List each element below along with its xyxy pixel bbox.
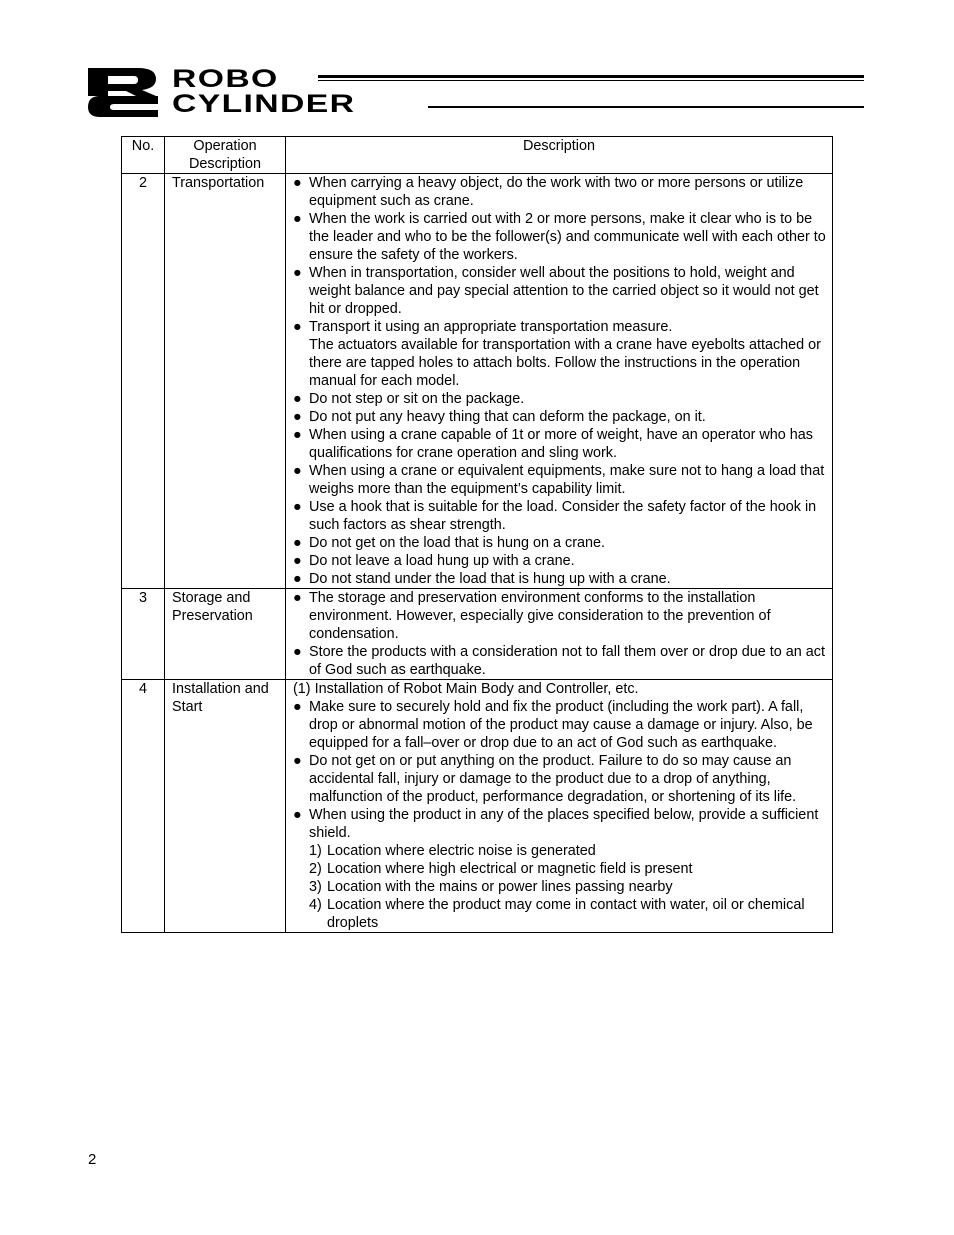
bullet-icon: ● [293, 175, 302, 191]
bullet-item [293, 806, 826, 842]
bullet-item [293, 643, 826, 679]
bullet-text: Do not get on or put anything on the product. Failure to do so may cause an accidental fall, injury or damage to the product due to a drop of anything, malfunction of the product, performance degradation, or shortening of its life. [309, 753, 797, 805]
bullet-item [293, 552, 826, 570]
sub-list-number: 3) [309, 879, 322, 895]
bullet-item [293, 570, 826, 588]
bullet-text: Store the products with a consideration not to fall them over or drop due to an act of God such as earthquake. [309, 644, 825, 678]
page-number: 2 [88, 1151, 97, 1168]
bullet-text: When using the product in any of the places specified below, provide a sufficient shield. [309, 807, 819, 841]
bullet-item [293, 589, 826, 643]
sub-list-text: Location with the mains or power lines passing nearby [327, 879, 673, 895]
operations-table [121, 136, 833, 933]
sub-list-text: Location where high electrical or magnetic field is present [327, 861, 693, 877]
bullet-icon: ● [293, 644, 302, 660]
bullet-item [293, 408, 826, 426]
sub-list-text: Location where the product may come in contact with water, oil or chemical droplets [327, 897, 805, 931]
bullet-icon: ● [293, 571, 302, 587]
bullet-text: When using a crane capable of 1t or more of weight, have an operator who has qualifications for crane operation and sling work. [309, 427, 813, 461]
header-logo [86, 66, 866, 122]
sub-list-number: 4) [309, 897, 322, 913]
table-row [122, 174, 833, 589]
table-row [122, 589, 833, 680]
bullet-text: When the work is carried out with 2 or more persons, make it clear who is to be the leader and who to be the follower(s) and communicate well with each other to ensure the safety of the workers. [309, 211, 826, 263]
bullet-item [293, 752, 826, 806]
bullet-item [293, 264, 826, 318]
bullet-text: When carrying a heavy object, do the work with two or more persons or utilize equipment such as crane. [309, 175, 804, 209]
bullet-text: Do not step or sit on the package. [309, 391, 525, 407]
bullet-icon: ● [293, 391, 302, 407]
row-operation: Storage and Preservation [165, 589, 286, 680]
bullet-item [293, 498, 826, 534]
logo-text-robo: ROBO [172, 65, 279, 93]
sub-list-item [309, 842, 826, 860]
bullet-icon: ● [293, 427, 302, 443]
table-header-row [122, 137, 833, 174]
bullet-item [293, 534, 826, 552]
bullet-item [293, 318, 826, 336]
row-operation: Installation and Start [165, 680, 286, 933]
bullet-text: The storage and preservation environment conforms to the installation environment. However, especially give consideration to the prevention of condensation. [309, 590, 771, 642]
bullet-icon: ● [293, 409, 302, 425]
bullet-icon: ● [293, 535, 302, 551]
sub-list-item [309, 860, 826, 878]
sub-list-item [309, 878, 826, 896]
sub-list-text: Location where electric noise is generated [327, 843, 596, 859]
bullet-icon: ● [293, 463, 302, 479]
bullet-icon: ● [293, 499, 302, 515]
section-heading: (1) Installation of Robot Main Body and Controller, etc. [293, 681, 639, 697]
bullet-text: Do not get on the load that is hung on a crane. [309, 535, 606, 551]
header-rule-top [318, 75, 864, 78]
row-description [286, 589, 833, 680]
bullet-text: Do not stand under the load that is hung up with a crane. [309, 571, 671, 587]
sub-list-number: 1) [309, 843, 322, 859]
bullet-icon: ● [293, 699, 302, 715]
bullet-text: Use a hook that is suitable for the load. Consider the safety factor of the hook in such factors as shear strength. [309, 499, 817, 533]
bullet-icon: ● [293, 265, 302, 281]
row-number: 4 [122, 680, 165, 933]
bullet-item [293, 174, 826, 210]
bullet-item [293, 390, 826, 408]
bullet-item [293, 462, 826, 498]
bullet-text: When using a crane or equivalent equipments, make sure not to hang a load that weighs more than the equipment’s capability limit. [309, 463, 825, 497]
bullet-text: Make sure to securely hold and fix the product (including the work part). A fall, drop or abnormal motion of the product may cause a damage or injury. Also, be equipped for a fall–over or drop due to an act of God such as earthquake. [309, 699, 813, 751]
header-description: Description [286, 137, 833, 174]
note-text: The actuators available for transportation with a crane have eyebolts attached or there are tapped holes to attach bolts. Follow the instructions in the operation manual for each model. [309, 337, 821, 389]
header-rule-top-thin [318, 80, 864, 81]
row-description [286, 174, 833, 589]
header-rule-bottom [428, 106, 864, 108]
bullet-icon: ● [293, 211, 302, 227]
header-no: No. [122, 137, 165, 174]
bullet-item [293, 426, 826, 462]
logo-text-cylinder: CYLINDER [172, 90, 356, 118]
bullet-text: Transport it using an appropriate transportation measure. [309, 319, 673, 335]
row-number: 3 [122, 589, 165, 680]
sub-list-item [309, 896, 826, 932]
rc-logo-mark-icon [86, 66, 160, 118]
bullet-icon: ● [293, 807, 302, 823]
bullet-icon: ● [293, 319, 302, 335]
sub-list-number: 2) [309, 861, 322, 877]
header-operation: Operation Description [165, 137, 286, 174]
bullet-item [293, 698, 826, 752]
table-row [122, 680, 833, 933]
row-operation: Transportation [165, 174, 286, 589]
bullet-item [293, 210, 826, 264]
row-number: 2 [122, 174, 165, 589]
row-description [286, 680, 833, 933]
bullet-text: When in transportation, consider well about the positions to hold, weight and weight balance and pay special attention to the carried object so it would not get hit or dropped. [309, 265, 819, 317]
bullet-text: Do not put any heavy thing that can deform the package, on it. [309, 409, 706, 425]
bullet-icon: ● [293, 553, 302, 569]
bullet-icon: ● [293, 590, 302, 606]
bullet-text: Do not leave a load hung up with a crane. [309, 553, 575, 569]
bullet-icon: ● [293, 753, 302, 769]
